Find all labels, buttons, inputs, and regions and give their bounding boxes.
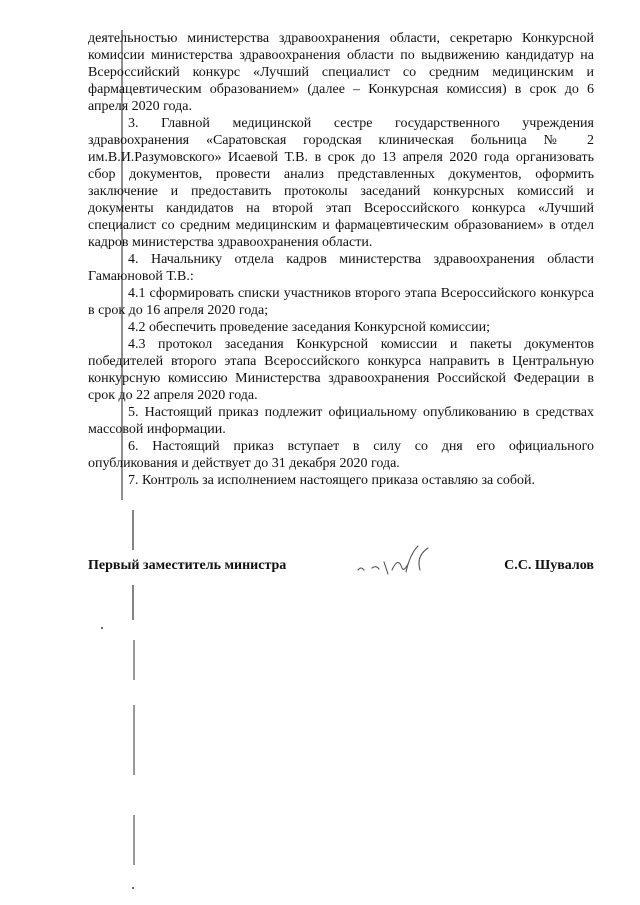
- paragraph-item-3: 3. Главной медицинской сестре государственного учреждения здравоохранения «Саратовская городская клиническая больница № 2 им.В.И.Разумовского» Исаевой Т.В. в срок до 13 апреля 2020 года организовать сбор документов, провести анализ представленных документов, оформить заключение и предоставить протоколы заседаний конкурсных комиссий и документы кандидатов на второй этап Всероссийского конкурса «Лучший специалист со средним медицинским и фармацевтическим образованием» в отдел кадров министерства здравоохранения области.: [88, 116, 594, 250]
- scan-speck: [101, 627, 103, 629]
- paragraph-item-4: 4. Начальнику отдела кадров министерства здравоохранения области Гамаюновой Т.В.:: [88, 252, 594, 284]
- paragraph-item-5: 5. Настоящий приказ подлежит официальному опубликованию в средствах массовой информации.: [88, 405, 594, 437]
- paragraph-item-4-2: 4.2 обеспечить проведение заседания Конкурсной комиссии;: [128, 320, 491, 335]
- scan-margin-line: [132, 585, 134, 620]
- scan-margin-line: [133, 815, 135, 865]
- scan-margin-line: [133, 705, 135, 775]
- signatory-name: С.С. Шувалов: [504, 558, 594, 573]
- signatory-title: Первый заместитель министра: [88, 558, 287, 573]
- scan-margin-line: [133, 640, 135, 680]
- document-body: [88, 30, 594, 489]
- paragraph-item-4-1: 4.1 сформировать списки участников второго этапа Всероссийского конкурса в срок до 16 апреля 2020 года;: [88, 286, 594, 318]
- paragraph-item-7: 7. Контроль за исполнением настоящего приказа оставляю за собой.: [128, 473, 536, 488]
- scan-margin-line: [132, 510, 134, 550]
- paragraph-item-6: 6. Настоящий приказ вступает в силу со дня его официального опубликования и действует до 31 декабря 2020 года.: [88, 439, 594, 471]
- signature-block: [88, 558, 594, 580]
- paragraph-continuation: деятельностью министерства здравоохранения области, секретарю Конкурсной комиссии министерства здравоохранения области по выдвижению кандидатур на Всероссийский конкурс «Лучший специалист со средним медицинским и фармацевтическим образованием» (далее – Конкурсная комиссия) в срок до 6 апреля 2020 года.: [88, 31, 594, 114]
- scan-speck: [132, 887, 134, 889]
- paragraph-item-4-3: 4.3 протокол заседания Конкурсной комиссии и пакеты документов победителей второго этапа Всероссийского конкурса направить в Центральную конкурсную комиссию Министерства здравоохранения Российской Федерации в срок до 22 апреля 2020 года.: [88, 337, 594, 403]
